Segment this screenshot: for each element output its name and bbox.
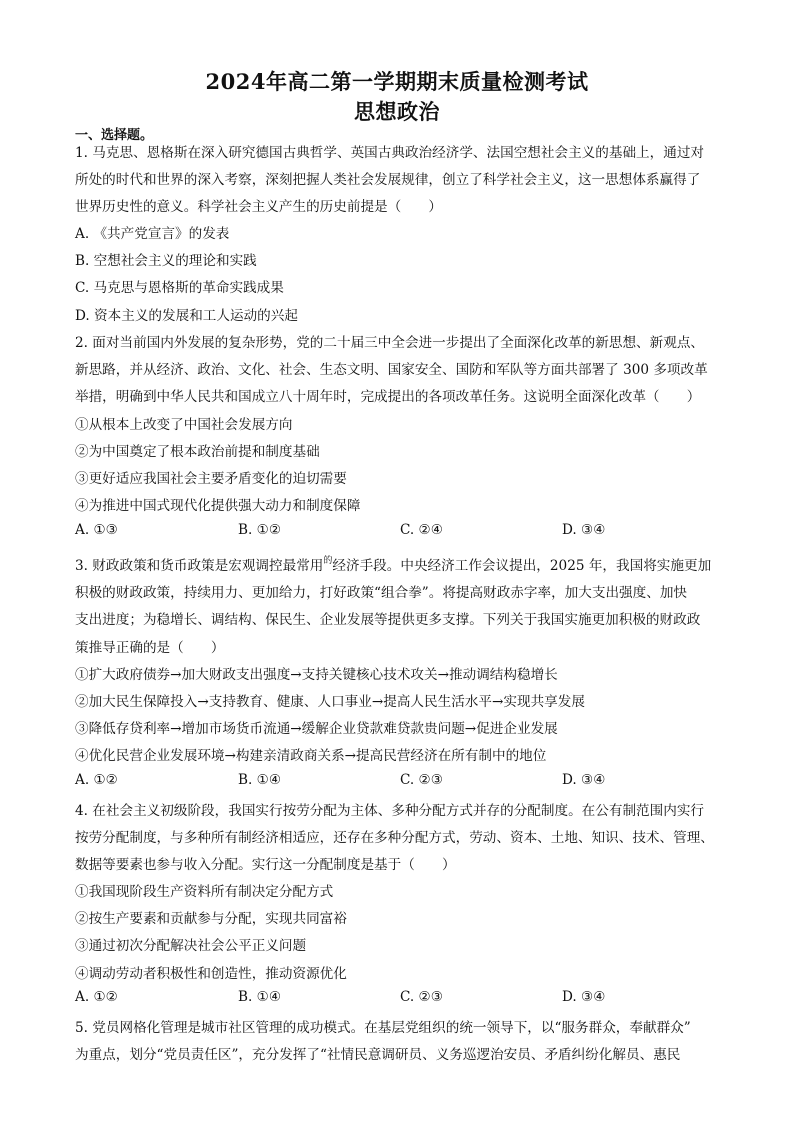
q3-choice-a: A. ①② [75, 772, 118, 788]
exam-subject: 思想政治 [354, 99, 440, 124]
q4-stem-line: 按劳分配制度，与多种所有制经济相适应，还存在多种分配方式，劳动、资本、土地、知识、技术、管理、 [75, 830, 714, 846]
q3-stem-line [75, 554, 711, 574]
q2-stem-line: 举措，明确到中华人民共和国成立八十周年时，完成提出的各项改革任务。这说明全面深化改革（ ） [75, 389, 701, 405]
q3-stem-sup: 的 [323, 556, 333, 566]
q3-stem-line: 支出进度；为稳增长、调结构、保民生、企业发展等提供更多支撑。下列关于我国实施更加积极的财政政 [75, 612, 701, 628]
q4-statement: ②按生产要素和贡献参与分配，实现共同富裕 [75, 911, 347, 927]
q4-statement: ③通过初次分配解决社会公平正义问题 [75, 938, 307, 954]
section-heading: 一、选择题。 [75, 128, 154, 143]
q2-choice-a: A. ①③ [75, 522, 118, 538]
q5-stem-line: 5. 党员网格化管理是城市社区管理的成功模式。在基层党组织的统一领导下，以“服务群众，奉献群众” [75, 1020, 691, 1036]
q4-choice-b: B. ①④ [238, 989, 282, 1005]
q4-stem-line: 4. 在社会主义初级阶段，我国实行按劳分配为主体、多种分配方式并存的分配制度。在公有制范围内实行 [75, 803, 705, 819]
q3-statement: ④优化民营企业发展环境→构建亲清政商关系→提高民营经济在所有制中的地位 [75, 748, 547, 764]
q1-stem-line: 所处的时代和世界的深入考察，深刻把握人类社会发展规律，创立了科学社会主义，这一思想体系赢得了 [75, 172, 701, 188]
q4-statement: ①我国现阶段生产资料所有制决定分配方式 [75, 884, 334, 900]
q4-choice-d: D. ③④ [562, 989, 606, 1005]
q5-stem-line: 为重点，划分“党员责任区”，充分发挥了“社情民意调研员、义务巡逻治安员、矛盾纠纷化解员、惠民 [75, 1047, 681, 1063]
q3-stem-line: 策推导正确的是（ ） [75, 640, 225, 656]
q2-statement: ①从根本上改变了中国社会发展方向 [75, 417, 293, 433]
q4-statement: ④调动劳动者积极性和创造性，推动资源优化 [75, 966, 347, 982]
q2-statement: ②为中国奠定了根本政治前提和制度基础 [75, 444, 320, 460]
q1-stem-line: 世界历史性的意义。科学社会主义产生的历史前提是（ ） [75, 199, 443, 215]
q3-choice-d: D. ③④ [562, 772, 606, 788]
q3-stem-text: 3. 财政政策和货币政策是宏观调控最常用 [75, 558, 324, 574]
q2-choice-c: C. ②④ [400, 522, 443, 538]
q3-choice-b: B. ①④ [238, 772, 282, 788]
q3-choice-c: C. ②③ [400, 772, 443, 788]
q2-choice-d: D. ③④ [562, 522, 606, 538]
q4-choice-c: C. ②③ [400, 989, 443, 1005]
q3-statement: ②加大民生保障投入→支持教育、健康、人口事业→提高人民生活水平→实现共享发展 [75, 694, 585, 710]
q1-option-d: D. 资本主义的发展和工人运动的兴起 [75, 308, 298, 324]
q2-statement: ④为推进中国式现代化提供强大动力和制度保障 [75, 498, 361, 514]
q3-stem-text: 经济手段。中央经济工作会议提出，2025 年，我国将实施更加 [332, 558, 712, 574]
q2-stem-line: 2. 面对当前国内外发展的复杂形势，党的二十届三中全会进一步提出了全面深化改革的新思想、新观点、 [75, 335, 705, 351]
q4-stem-line: 数据等要素也参与收入分配。实行这一分配制度是基于（ ） [75, 857, 456, 873]
q2-choice-b: B. ①② [238, 522, 282, 538]
q3-statement: ①扩大政府债券→加大财政支出强度→支持关键核心技术攻关→推动调结构稳增长 [75, 667, 558, 683]
q1-stem-line: 1. 马克思、恩格斯在深入研究德国古典哲学、英国古典政治经济学、法国空想社会主义的基础上，通过对 [75, 145, 705, 161]
q1-option-a: A. 《共产党宣言》的发表 [75, 226, 230, 242]
q3-statement: ③降低存贷利率→增加市场货币流通→缓解企业贷款难贷款贵问题→促进企业发展 [75, 721, 558, 737]
q1-option-b: B. 空想社会主义的理论和实践 [75, 253, 257, 269]
q1-option-c: C. 马克思与恩格斯的革命实践成果 [75, 280, 284, 296]
q3-stem-line: 积极的财政政策，持续用力、更加给力，打好政策“组合拳”。将提高财政赤字率，加大支出强度、加快 [75, 585, 688, 601]
exam-title: 2024年高二第一学期期末质量检测考试 [205, 69, 589, 94]
q4-choice-a: A. ①② [75, 989, 118, 1005]
q2-stem-line: 新思路，并从经济、政治、文化、社会、生态文明、国家安全、国防和军队等方面共部署了 300 多项改革 [75, 362, 708, 378]
q2-statement: ③更好适应我国社会主要矛盾变化的迫切需要 [75, 471, 347, 487]
